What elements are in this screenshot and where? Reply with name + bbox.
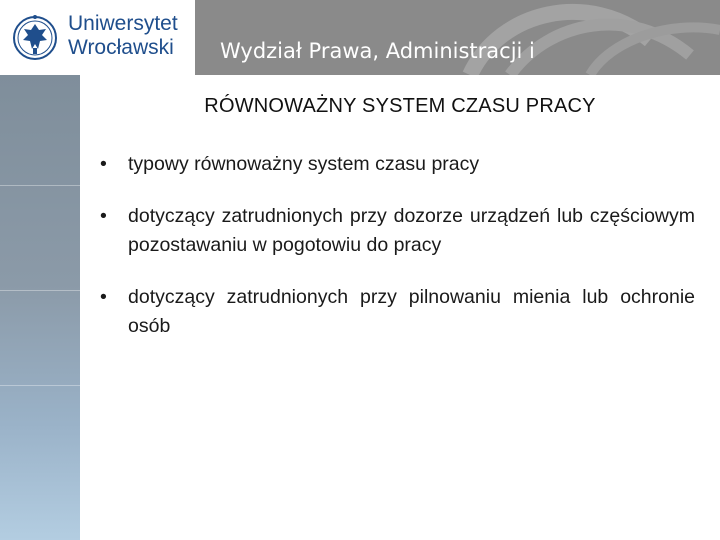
faculty-title: Wydział Prawa, Administracji i — [220, 39, 535, 63]
list-item-text: typowy równoważny system czasu pracy — [128, 153, 480, 175]
list-item-text: dotyczący zatrudnionych przy pilnowaniu mienia lub ochronie osób — [128, 286, 695, 337]
slide-content — [80, 75, 720, 540]
left-sidebar-bar — [0, 75, 80, 540]
bullet-icon: • — [100, 286, 107, 308]
list-item — [100, 150, 695, 179]
bullet-list — [100, 150, 695, 364]
logo-panel — [0, 0, 195, 75]
university-name-line1: Uniwersytet — [68, 12, 178, 35]
header-band — [0, 0, 720, 75]
slide-title: RÓWNOWAŻNY SYSTEM CZASU PRACY — [204, 95, 596, 117]
list-item — [100, 283, 695, 341]
university-name — [68, 12, 178, 60]
bullet-icon: • — [100, 153, 107, 175]
university-crest-icon — [12, 12, 58, 64]
bullet-icon: • — [100, 205, 107, 227]
list-item-text: dotyczący zatrudnionych przy dozorze urządzeń lub częściowym pozostawaniu w pogotowiu do pracy — [128, 205, 695, 256]
list-item — [100, 202, 695, 260]
university-name-line2: Wrocławski — [68, 36, 174, 59]
